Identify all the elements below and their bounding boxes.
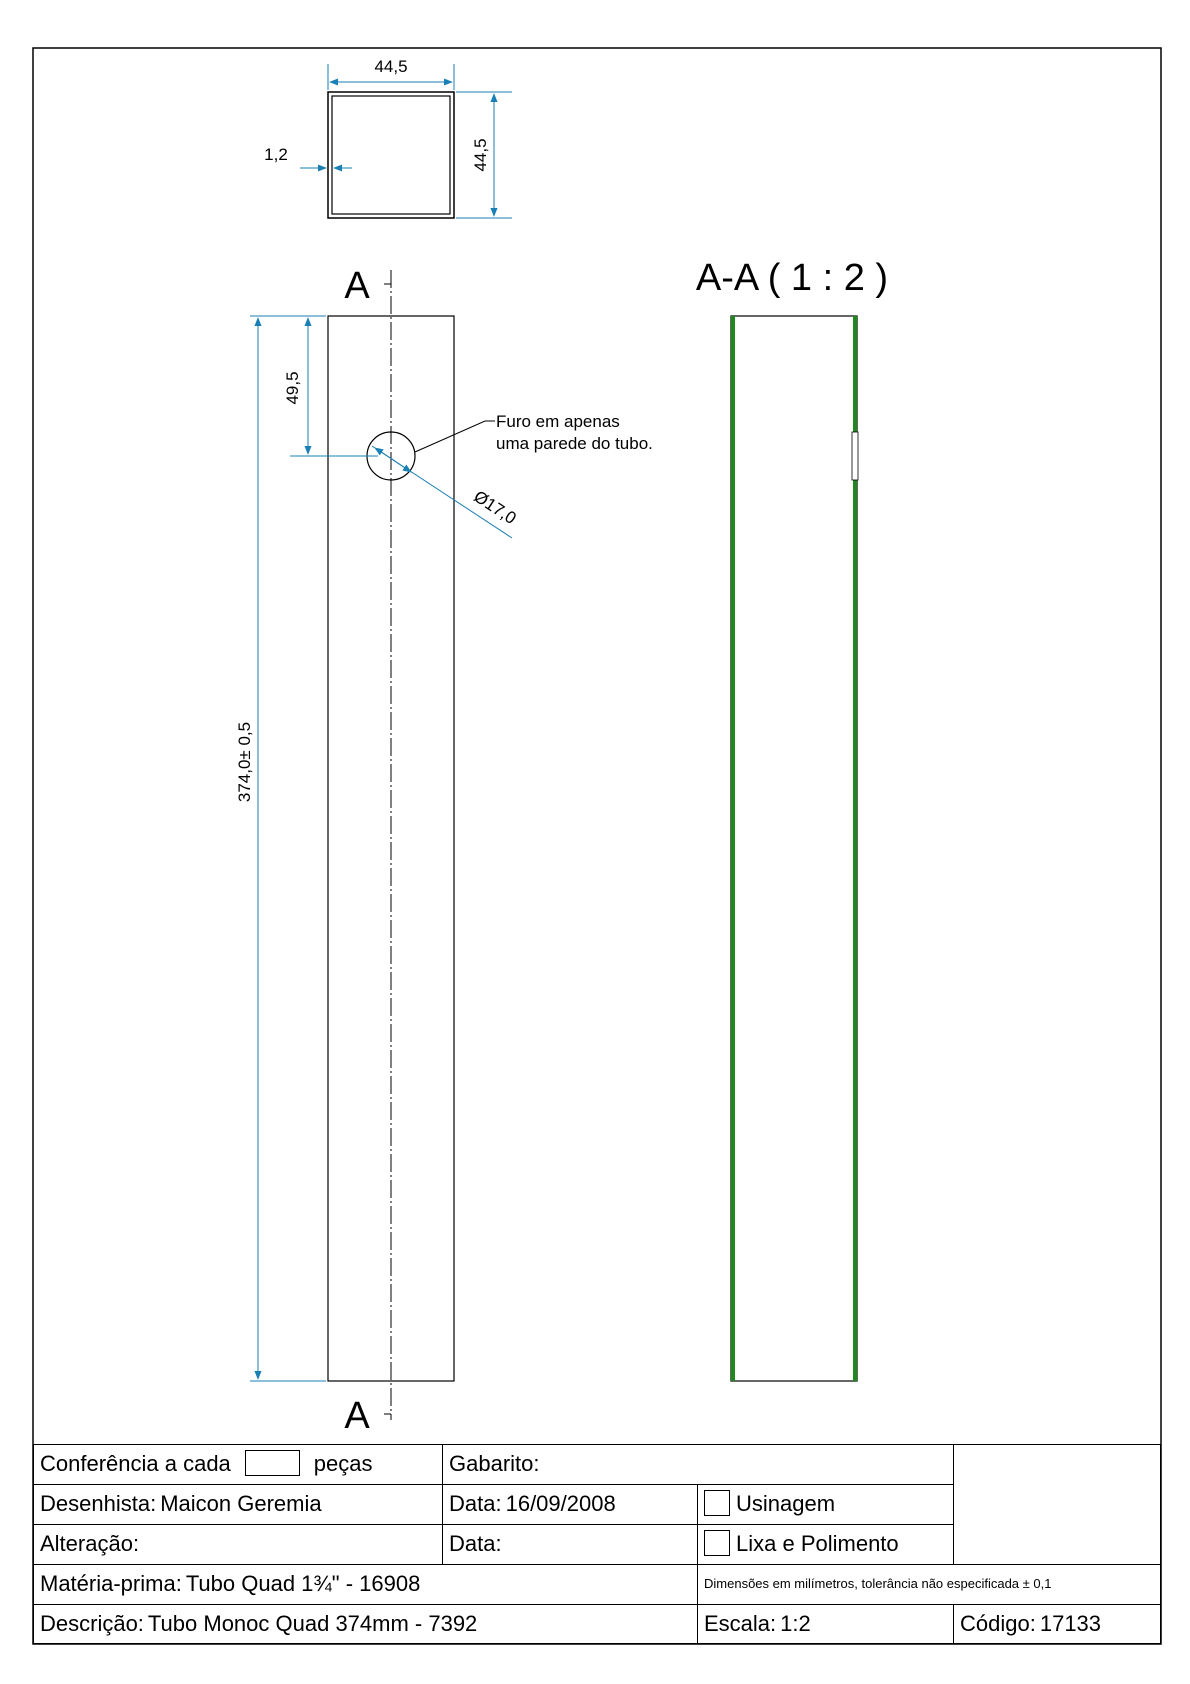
conferencia-cell: [34, 1445, 443, 1485]
desenhista-cell: [34, 1485, 443, 1525]
tube-inner-square: [332, 96, 450, 214]
gabarito-cell: [443, 1445, 954, 1485]
usinagem-label: Usinagem: [736, 1491, 836, 1516]
materia-value: Tubo Quad 1¾" - 16908: [185, 1571, 421, 1596]
descricao-label: Descrição:: [40, 1611, 144, 1636]
height-dimension-label: 44,5: [471, 138, 490, 172]
desenhista-label: Desenhista:: [40, 1491, 157, 1516]
hole-note-line1: Furo em apenas: [496, 412, 620, 431]
descricao-value: Tubo Monoc Quad 374mm - 7392: [147, 1611, 478, 1636]
tube-outer-square: [328, 92, 454, 218]
front-view: [235, 265, 653, 1437]
dimensoes-cell: [698, 1565, 1160, 1605]
dimensoes-note: Dimensões em milímetros, tolerância não especificada ± 0,1: [704, 1576, 1052, 1591]
profile-view: [264, 57, 512, 218]
wall-dimension-label: 1,2: [264, 145, 288, 164]
materia-cell: [34, 1565, 698, 1605]
data1-cell: [443, 1485, 698, 1525]
hole-offset-dimension-label: 49,5: [283, 371, 302, 405]
section-wall-left: [731, 316, 735, 1381]
diameter-label: Ø17,0: [470, 486, 520, 528]
section-mark-bottom: A: [344, 1395, 370, 1437]
desenhista-value: Maicon Geremia: [160, 1491, 322, 1516]
section-view: [696, 257, 888, 1381]
descricao-cell: [34, 1605, 698, 1643]
escala-cell: [698, 1605, 954, 1643]
usinagem-checkbox[interactable]: [704, 1490, 730, 1516]
codigo-label: Código:: [960, 1611, 1036, 1636]
width-dimension-label: 44,5: [374, 57, 408, 76]
section-mark-top: A: [344, 265, 370, 307]
note-leader-line: [415, 421, 495, 452]
data2-label: Data:: [449, 1531, 502, 1556]
section-outline: [731, 316, 857, 1381]
escala-label: Escala:: [704, 1611, 777, 1636]
data1-label: Data:: [449, 1491, 502, 1516]
section-view-title: A-A ( 1 : 2 ): [695, 257, 889, 299]
conferencia-label: Conferência a cada: [40, 1451, 231, 1476]
lixa-cell: [698, 1525, 954, 1565]
codigo-cell: [954, 1605, 1160, 1643]
title-block: [33, 1444, 1161, 1644]
materia-label: Matéria-prima:: [40, 1571, 182, 1596]
lixa-label: Lixa e Polimento: [736, 1531, 899, 1556]
sheet-border: [33, 48, 1161, 1644]
lixa-checkbox[interactable]: [704, 1530, 730, 1556]
escala-value: 1:2: [780, 1611, 811, 1636]
alteracao-label: Alteração:: [40, 1531, 140, 1556]
blank-cell: [954, 1445, 1160, 1565]
section-hole-gap: [852, 432, 858, 480]
data2-cell: [443, 1525, 698, 1565]
codigo-value: 17133: [1039, 1611, 1102, 1636]
usinagem-cell: [698, 1485, 954, 1525]
gabarito-label: Gabarito:: [449, 1451, 540, 1476]
pecas-label: peças: [313, 1451, 373, 1476]
data1-value: 16/09/2008: [505, 1491, 616, 1516]
conferencia-input-box[interactable]: [245, 1450, 300, 1476]
length-dimension-label: 374,0± 0,5: [235, 721, 254, 803]
alteracao-cell: [34, 1525, 443, 1565]
hole-note-line2: uma parede do tubo.: [496, 434, 653, 453]
